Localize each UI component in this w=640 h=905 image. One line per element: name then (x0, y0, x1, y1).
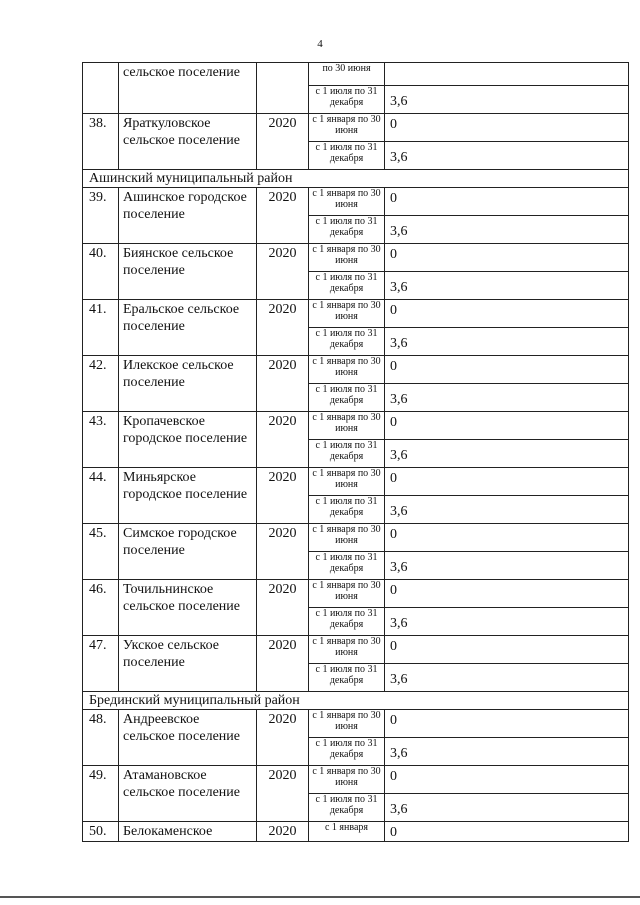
year-cell: 2020 (257, 300, 309, 356)
settlement-name-cell: Укское сельское поселение (119, 636, 257, 692)
rate-cell: 3,6 (385, 608, 629, 636)
period-cell: с 1 января по 30 июня (309, 356, 385, 384)
settlement-name-cell: Симское городское поселение (119, 524, 257, 580)
period-cell: с 1 января по 30 июня (309, 580, 385, 608)
settlement-name-cell: Миньярское городское поселение (119, 468, 257, 524)
row-number-cell: 40. (83, 244, 119, 300)
table-row (83, 412, 629, 440)
rate-cell: 0 (385, 636, 629, 664)
settlement-name-cell: Андреевское сельское поселение (119, 710, 257, 766)
period-cell: с 1 января по 30 июня (309, 766, 385, 794)
row-number-cell (83, 63, 119, 114)
year-cell: 2020 (257, 524, 309, 580)
period-cell: с 1 июля по 31 декабря (309, 496, 385, 524)
period-cell: с 1 июля по 31 декабря (309, 440, 385, 468)
settlement-name-cell: Атамановское сельское поселение (119, 766, 257, 822)
rate-cell: 3,6 (385, 496, 629, 524)
row-number-cell: 39. (83, 188, 119, 244)
year-cell: 2020 (257, 412, 309, 468)
settlement-name-cell: Белокаменское (119, 822, 257, 842)
page-number: 4 (317, 38, 323, 50)
row-number-cell: 45. (83, 524, 119, 580)
settlement-name-cell: сельское поселение (119, 63, 257, 114)
period-cell: с 1 января по 30 июня (309, 412, 385, 440)
table-row-continued (83, 63, 629, 86)
rate-cell: 0 (385, 524, 629, 552)
settlement-name-cell: Кропачевское городское поселение (119, 412, 257, 468)
year-cell (257, 63, 309, 114)
settlement-name-cell: Яраткуловское сельское поселение (119, 114, 257, 170)
row-number-cell: 44. (83, 468, 119, 524)
rate-cell: 0 (385, 244, 629, 272)
row-number-cell: 38. (83, 114, 119, 170)
row-number-cell: 47. (83, 636, 119, 692)
table-row (83, 822, 629, 842)
table-row (83, 636, 629, 664)
row-number-cell: 41. (83, 300, 119, 356)
rate-cell: 3,6 (385, 738, 629, 766)
period-cell: с 1 января по 30 июня (309, 188, 385, 216)
rate-cell: 3,6 (385, 272, 629, 300)
district-heading: Брединский муниципальный район (83, 692, 629, 710)
table-row (83, 468, 629, 496)
period-cell: с 1 января по 30 июня (309, 244, 385, 272)
period-cell: с 1 июля по 31 декабря (309, 216, 385, 244)
rate-cell: 3,6 (385, 794, 629, 822)
settlement-name-cell: Илекское сельское поселение (119, 356, 257, 412)
period-cell: с 1 июля по 31 декабря (309, 664, 385, 692)
period-cell: по 30 июня (309, 63, 385, 86)
settlement-name-cell: Ашинское городское поселение (119, 188, 257, 244)
period-cell: с 1 июля по 31 декабря (309, 86, 385, 114)
table-row (83, 188, 629, 216)
rate-cell: 0 (385, 822, 629, 842)
period-cell: с 1 июля по 31 декабря (309, 552, 385, 580)
rate-cell: 0 (385, 356, 629, 384)
settlement-name-cell: Еральское сельское поселение (119, 300, 257, 356)
row-number-cell: 49. (83, 766, 119, 822)
table-row (83, 356, 629, 384)
rate-cell: 3,6 (385, 384, 629, 412)
year-cell: 2020 (257, 468, 309, 524)
table-row (83, 766, 629, 794)
table-row (83, 580, 629, 608)
rate-cell: 3,6 (385, 328, 629, 356)
table-row (83, 710, 629, 738)
period-cell: с 1 июля по 31 декабря (309, 272, 385, 300)
year-cell: 2020 (257, 636, 309, 692)
bottom-rule (0, 896, 640, 898)
rate-cell: 0 (385, 580, 629, 608)
period-cell: с 1 января по 30 июня (309, 636, 385, 664)
rate-cell: 3,6 (385, 664, 629, 692)
table-row (83, 300, 629, 328)
table-row (83, 524, 629, 552)
rate-cell: 0 (385, 412, 629, 440)
year-cell: 2020 (257, 188, 309, 244)
rate-cell: 3,6 (385, 142, 629, 170)
year-cell: 2020 (257, 244, 309, 300)
period-cell: с 1 января по 30 июня (309, 468, 385, 496)
rate-cell: 0 (385, 710, 629, 738)
rate-cell: 0 (385, 766, 629, 794)
period-cell: с 1 января по 30 июня (309, 300, 385, 328)
rate-cell: 0 (385, 114, 629, 142)
period-cell: с 1 июля по 31 декабря (309, 384, 385, 412)
tax-rate-table (82, 62, 629, 842)
year-cell: 2020 (257, 766, 309, 822)
row-number-cell: 50. (83, 822, 119, 842)
district-heading: Ашинский муниципальный район (83, 170, 629, 188)
district-row (83, 170, 629, 188)
period-cell: с 1 января по 30 июня (309, 524, 385, 552)
row-number-cell: 46. (83, 580, 119, 636)
year-cell: 2020 (257, 710, 309, 766)
rate-cell: 3,6 (385, 552, 629, 580)
period-cell: с 1 января по 30 июня (309, 114, 385, 142)
table-row (83, 114, 629, 142)
period-cell: с 1 января по 30 июня (309, 710, 385, 738)
year-cell: 2020 (257, 356, 309, 412)
table-row (83, 244, 629, 272)
district-row (83, 692, 629, 710)
rate-cell: 3,6 (385, 216, 629, 244)
rate-cell (385, 63, 629, 86)
year-cell: 2020 (257, 114, 309, 170)
rate-cell: 0 (385, 300, 629, 328)
period-cell: с 1 июля по 31 декабря (309, 794, 385, 822)
rate-cell: 3,6 (385, 86, 629, 114)
period-cell: с 1 июля по 31 декабря (309, 608, 385, 636)
rate-cell: 0 (385, 188, 629, 216)
row-number-cell: 48. (83, 710, 119, 766)
rate-cell: 3,6 (385, 440, 629, 468)
year-cell: 2020 (257, 580, 309, 636)
period-cell: с 1 июля по 31 декабря (309, 738, 385, 766)
period-cell: с 1 января (309, 822, 385, 842)
period-cell: с 1 июля по 31 декабря (309, 142, 385, 170)
rate-cell: 0 (385, 468, 629, 496)
row-number-cell: 43. (83, 412, 119, 468)
year-cell: 2020 (257, 822, 309, 842)
row-number-cell: 42. (83, 356, 119, 412)
settlement-name-cell: Биянское сельское поселение (119, 244, 257, 300)
settlement-name-cell: Точильнинское сельское поселение (119, 580, 257, 636)
period-cell: с 1 июля по 31 декабря (309, 328, 385, 356)
